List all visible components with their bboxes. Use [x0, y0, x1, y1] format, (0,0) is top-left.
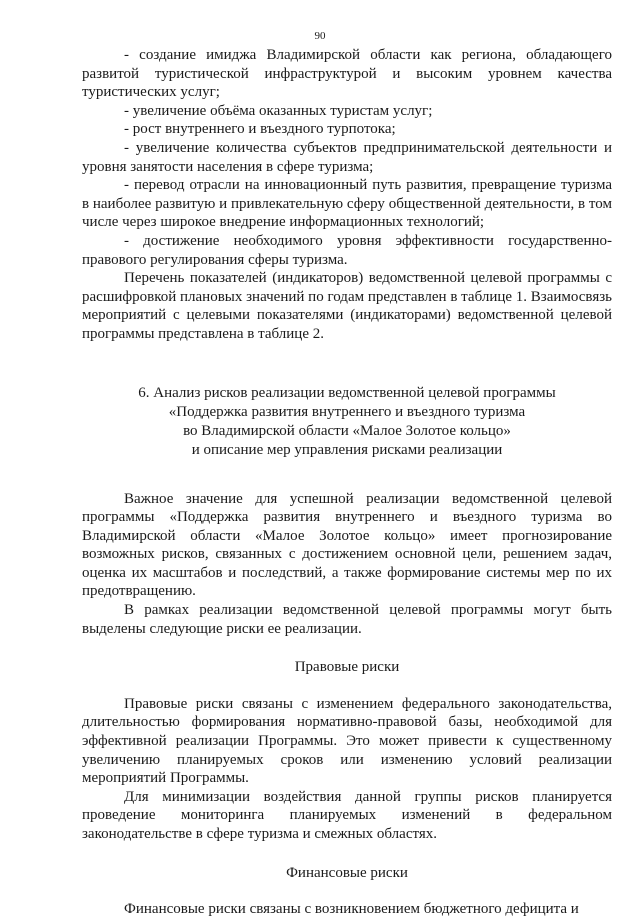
list-item: - увеличение количества субъектов предпринимательской деятельности и уровня занятости населения в сфере туризма; [82, 139, 612, 175]
page-number: 90 [314, 30, 326, 42]
section-heading-line: и описание мер управления рисками реализации [191, 441, 503, 458]
financial-risks-title: Финансовые риски [286, 864, 408, 881]
list-item: - увеличение объёма оказанных туристам услуг; [124, 102, 433, 119]
document-body [82, 46, 612, 919]
financial-risks-section [82, 900, 612, 919]
section-heading-line: 6. Анализ рисков реализации ведомственной целевой программы [138, 384, 556, 401]
list-item: - перевод отрасли на инновационный путь развития, превращение туризма в наиболее развитую и привлекательную сферу общественной деятельности, в том числе через широкое внедрение информационных технологий; [82, 177, 612, 231]
paragraph: Для минимизации воздействия данной группы рисков планируется проведение мониторинга планируемых изменений в федеральном законодательстве в сфере туризма и смежных областях. [82, 788, 612, 842]
paragraph: Важное значение для успешной реализации ведомственной целевой программы «Поддержка развития внутреннего и въездного туризма во Владимирской области «Малое Золотое кольцо» имеет прогнозирование возможных рисков, связанных с достижением основной цели, решением задач, оценка их масштабов и последствий, а также формирование системы мер по их предотвращению. [82, 490, 612, 600]
section-heading-line: во Владимирской области «Малое Золотое кольцо» [183, 422, 511, 439]
legal-risks-title: Правовые риски [294, 659, 400, 676]
section-heading [82, 384, 612, 460]
intro-section [82, 490, 612, 639]
paragraph: В рамках реализации ведомственной целевой программы могут быть выделены следующие риски ее реализации. [82, 602, 612, 637]
section-heading-line: «Поддержка развития внутреннего и въездного туризма [168, 403, 526, 420]
indicators-paragraph: Перечень показателей (индикаторов) ведомственной целевой программы с расшифровкой плановых значений по годам представлен в таблице 1. Взаимосвязь мероприятий с целевыми показателями (индикаторами) ведомственной целевой программы представлена в таблице 2. [82, 270, 612, 342]
list-item: - рост внутреннего и въездного турпотока; [124, 121, 396, 138]
list-item: - достижение необходимого уровня эффективности государственно-правового регулирования сферы туризма. [82, 232, 612, 268]
legal-risks-section [82, 695, 612, 844]
paragraph: Финансовые риски связаны с возникновением бюджетного дефицита и [124, 901, 579, 918]
goals-list [82, 46, 612, 269]
paragraph: Правовые риски связаны с изменением федерального законодательства, длительностью формирования нормативно-правовой базы, необходимой для эффективной реализации Программы. Это может привести к существенному увеличению планируемых сроков или изменению условий реализации мероприятий Программы. [82, 695, 612, 787]
list-item: - создание имиджа Владимирской области как региона, обладающего развитой туристической инфраструктурой и высоким уровнем качества туристических услуг; [82, 47, 612, 101]
